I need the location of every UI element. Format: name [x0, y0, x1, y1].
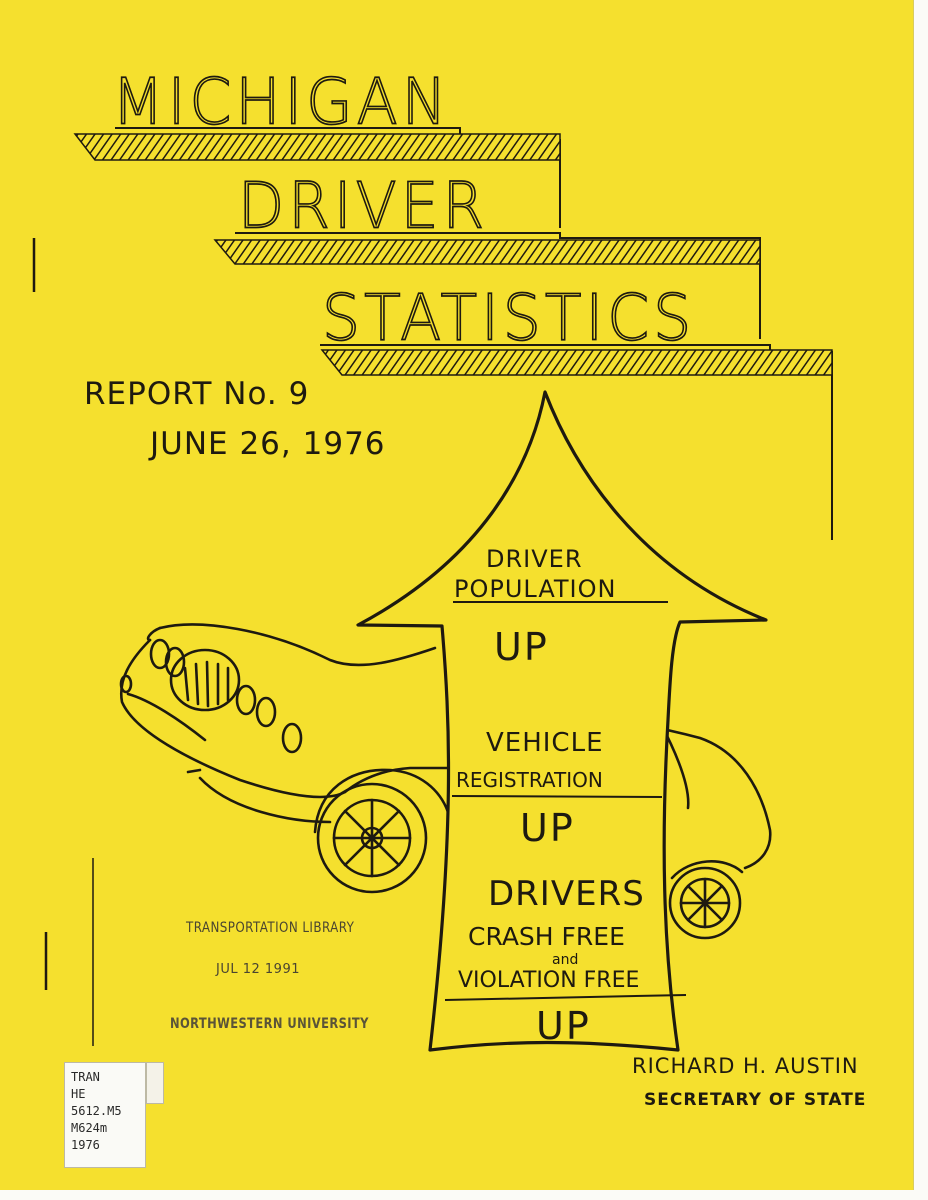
- arrow-population-up: UP: [494, 625, 549, 669]
- signature-office: SECRETARY OF STATE: [644, 1090, 867, 1110]
- title-driver: DRIVER: [238, 170, 489, 244]
- stamp-date: JUL 12 1991: [216, 962, 300, 977]
- report-date: JUNE 26, 1976: [150, 426, 386, 462]
- arrow-vehicle-label: VEHICLE: [486, 728, 604, 758]
- arrow-registration-up: UP: [520, 806, 575, 850]
- arrow-registration-label: REGISTRATION: [456, 768, 603, 792]
- call-number-line: 5612.M5: [71, 1104, 122, 1118]
- call-number-line: 1976: [71, 1138, 100, 1152]
- label-tab: [146, 1062, 164, 1104]
- call-number-label: [64, 1062, 146, 1168]
- report-number: REPORT No. 9: [84, 376, 310, 412]
- arrow-drivers-up: UP: [536, 1004, 591, 1048]
- arrow-violation-free-label: VIOLATION FREE: [458, 968, 640, 993]
- arrow-driver-label: DRIVER: [486, 545, 583, 573]
- title-statistics: STATISTICS: [322, 282, 696, 356]
- signature-name: RICHARD H. AUSTIN: [632, 1054, 859, 1078]
- call-number-line: M624m: [71, 1121, 108, 1135]
- stamp-university: NORTHWESTERN UNIVERSITY: [170, 1016, 369, 1032]
- title-michigan: MICHIGAN: [112, 66, 451, 140]
- arrow-drivers-label: DRIVERS: [488, 874, 645, 914]
- call-number-line: HE: [71, 1087, 86, 1101]
- arrow-population-label: POPULATION: [454, 575, 617, 603]
- call-number-line: TRAN: [71, 1070, 100, 1084]
- arrow-and-label: and: [552, 952, 579, 968]
- stamp-library: TRANSPORTATION LIBRARY: [186, 920, 355, 936]
- arrow-crash-free-label: CRASH FREE: [468, 922, 625, 951]
